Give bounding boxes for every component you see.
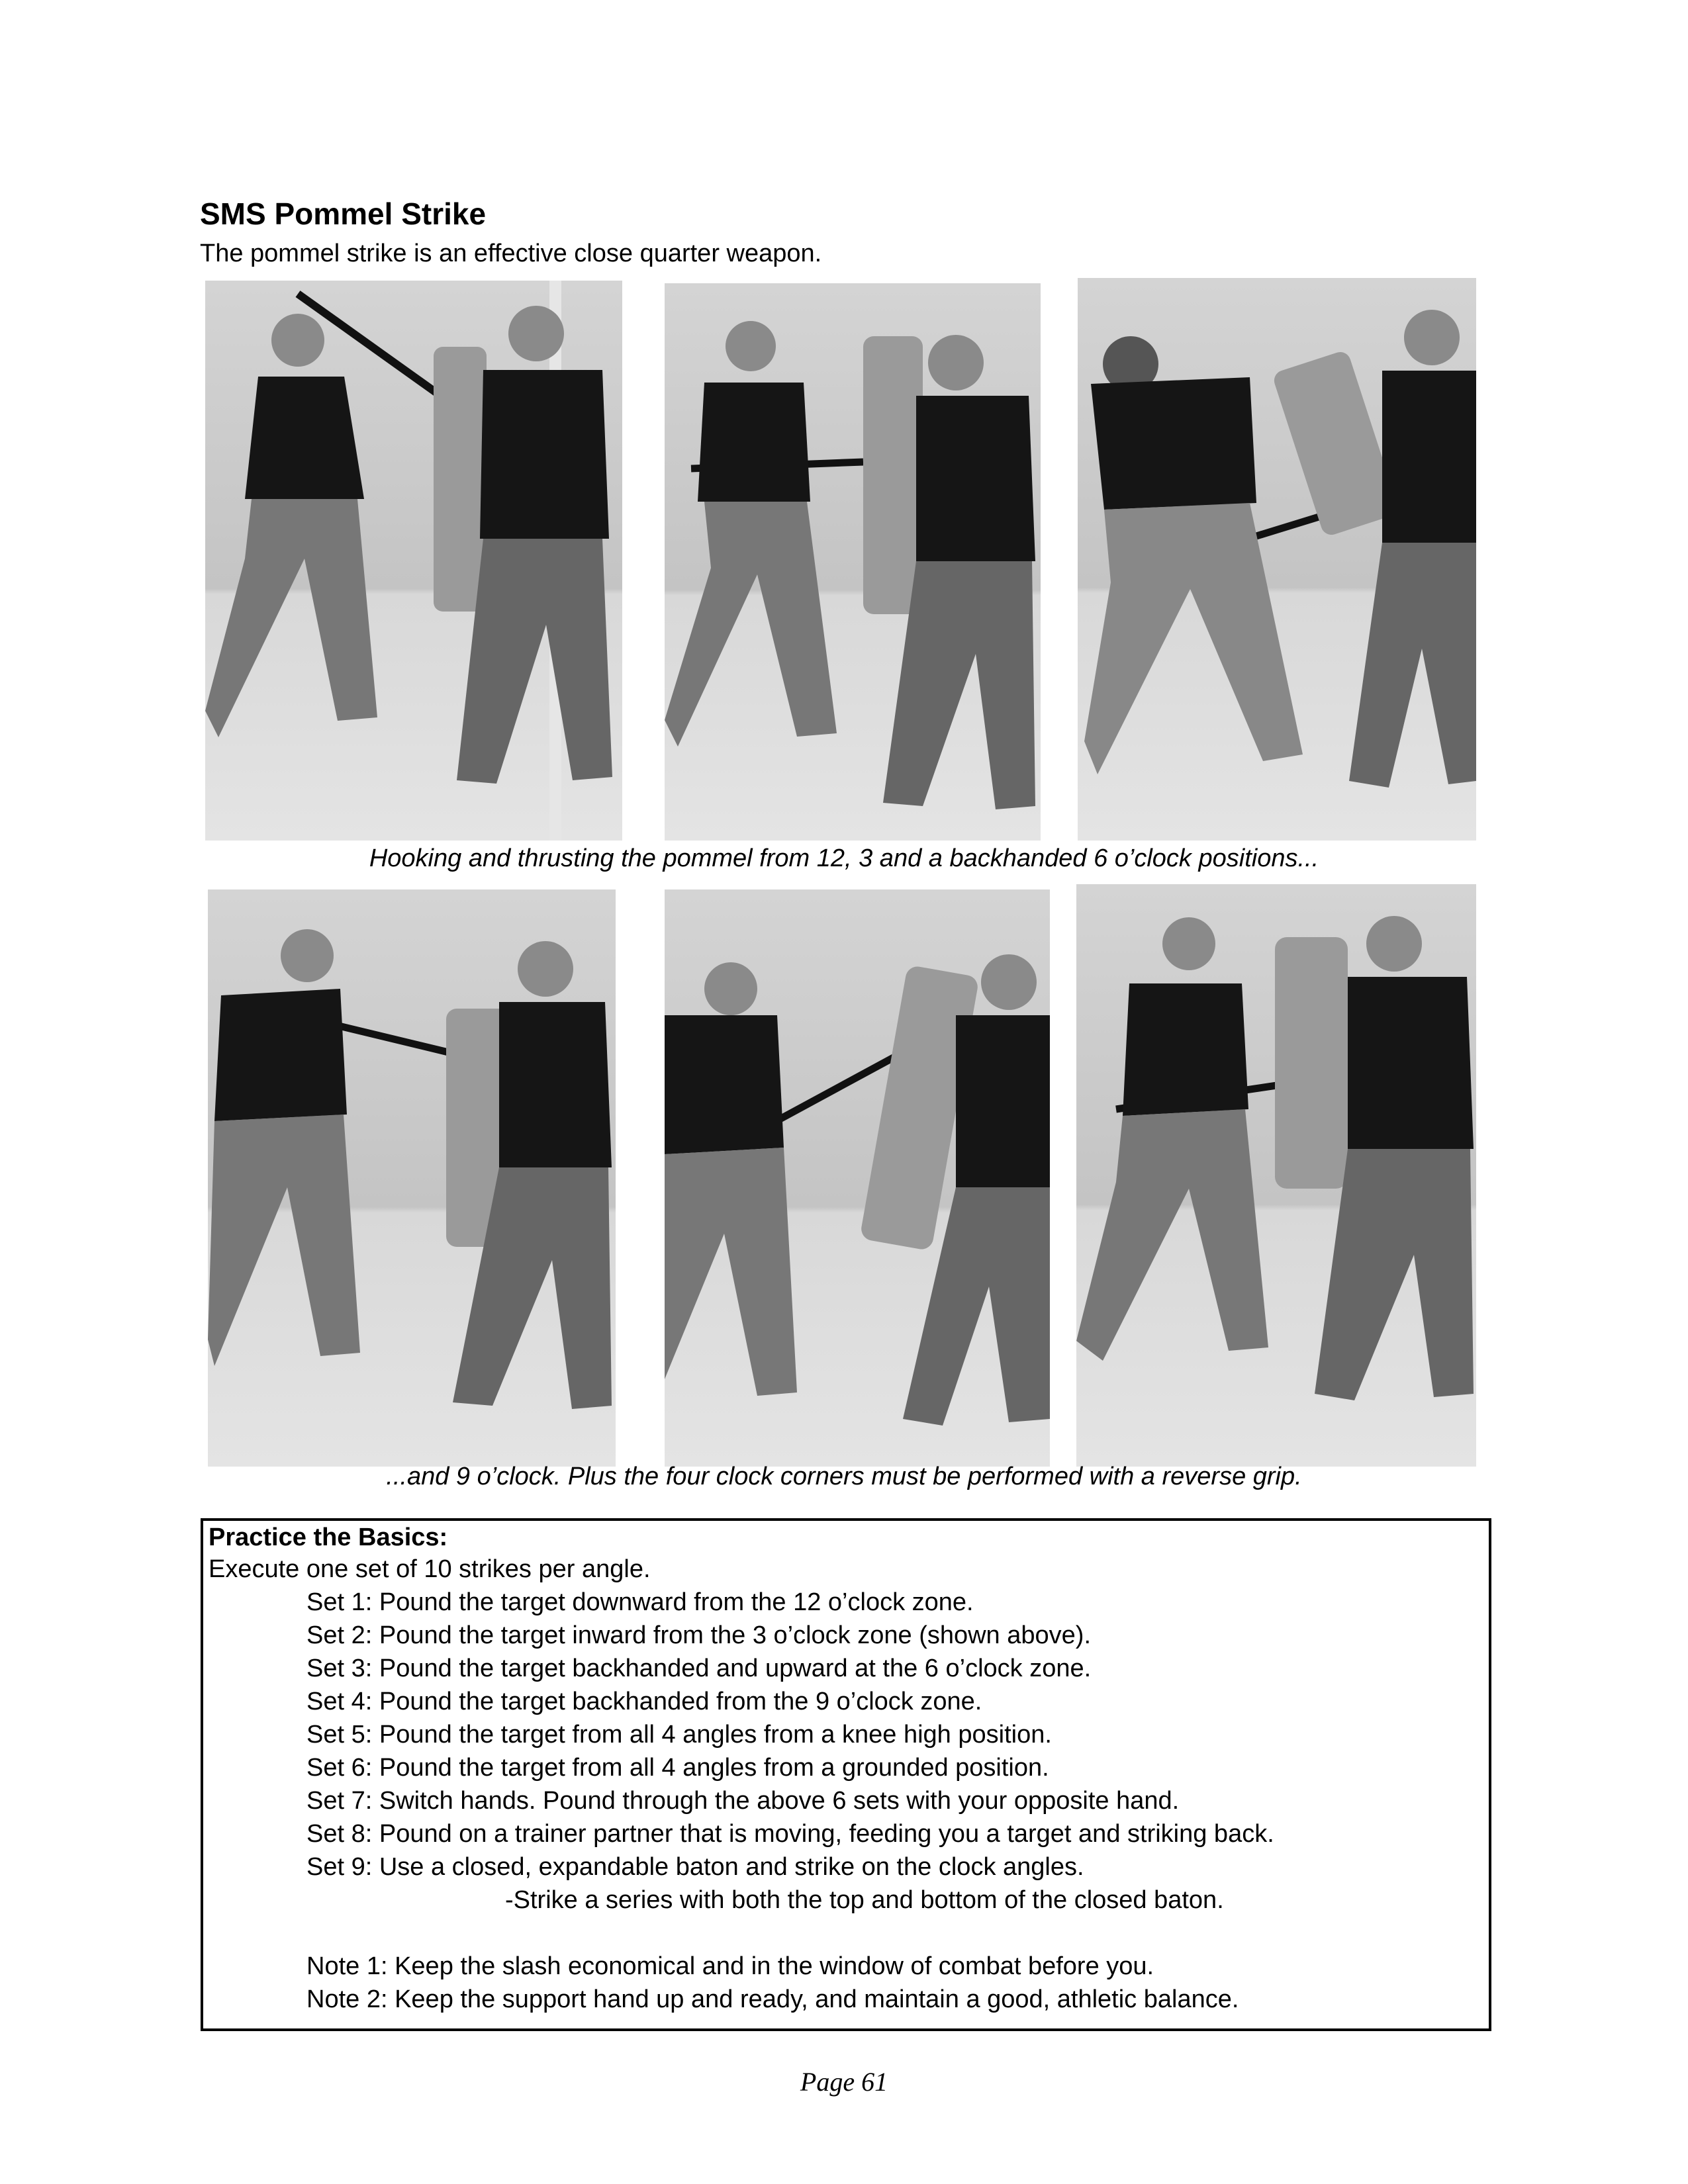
caption-top: Hooking and thrusting the pommel from 12, 3 and a backhanded 6 o’clock positions... <box>369 844 1319 872</box>
section-subtitle: The pommel strike is an effective close quarter weapon. <box>200 240 822 267</box>
practice-title: Practice the Basics: <box>209 1524 448 1551</box>
practice-set: Set 7: Switch hands. Pound through the above 6 sets with your opposite hand. <box>306 1787 1180 1815</box>
practice-box <box>201 1518 1491 2031</box>
practice-note: Note 2: Keep the support hand up and ready, and maintain a good, athletic balance. <box>306 1985 1239 2013</box>
practice-set: Set 3: Pound the target backhanded and upward at the 6 o’clock zone. <box>306 1655 1092 1682</box>
practice-intro: Execute one set of 10 strikes per angle. <box>209 1555 651 1583</box>
practice-set: Set 2: Pound the target inward from the 3 o’clock zone (shown above). <box>306 1621 1091 1649</box>
practice-set: Set 5: Pound the target from all 4 angles from a knee high position. <box>306 1721 1052 1749</box>
photo-strike-6-backhand <box>1078 278 1476 841</box>
photo-strike-reverse-grip <box>1076 884 1476 1467</box>
practice-subnote: -Strike a series with both the top and bottom of the closed baton. <box>505 1886 1224 1914</box>
photo-strike-3 <box>665 283 1041 841</box>
caption-bottom: ...and 9 o’clock. Plus the four clock corners must be performed with a reverse grip. <box>386 1463 1302 1490</box>
practice-note: Note 1: Keep the slash economical and in the window of combat before you. <box>306 1952 1154 1980</box>
practice-set: Set 6: Pound the target from all 4 angles from a grounded position. <box>306 1754 1049 1782</box>
practice-set: Set 4: Pound the target backhanded from the 9 o’clock zone. <box>306 1688 982 1715</box>
photo-strike-9 <box>208 889 616 1467</box>
practice-set: Set 9: Use a closed, expandable baton and strike on the clock angles. <box>306 1853 1084 1881</box>
practice-set: Set 1: Pound the target downward from the 12 o’clock zone. <box>306 1588 974 1616</box>
page-number: Page 61 <box>800 2067 888 2097</box>
section-title: SMS Pommel Strike <box>200 197 487 231</box>
photo-strike-corner <box>665 889 1050 1467</box>
practice-set: Set 8: Pound on a trainer partner that is moving, feeding you a target and striking back. <box>306 1820 1274 1848</box>
photo-strike-12 <box>205 281 622 841</box>
